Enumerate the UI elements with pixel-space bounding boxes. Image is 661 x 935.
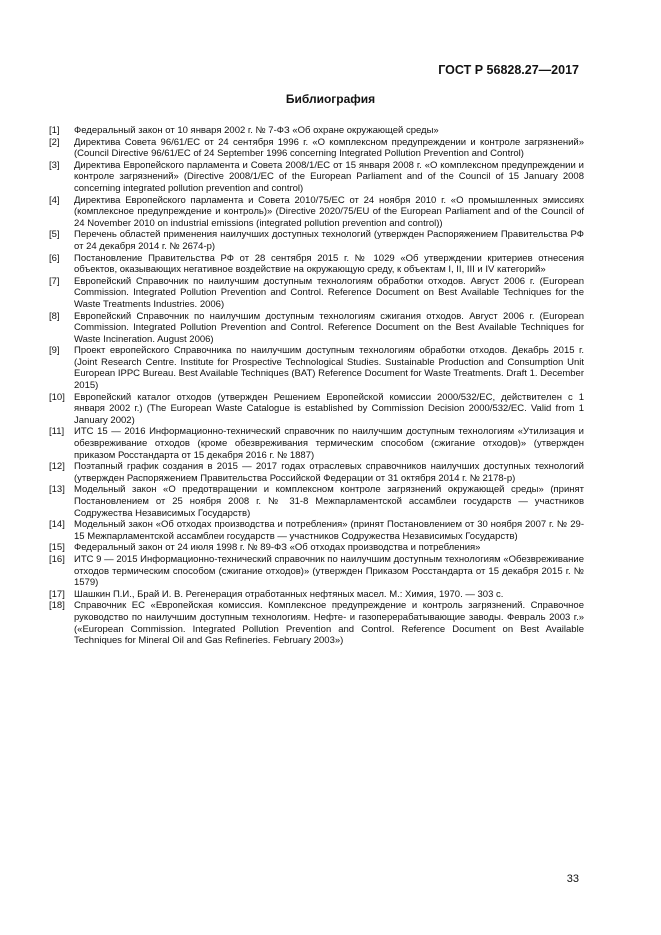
reference-text: Проект европейского Справочника по наилучшим доступным технологиям обработки отходов. Декабрь 2015 г. (Joint Research Centre. Institute for Prospective Technological Studies. Sustainable Production and Consumption Unit European IPPC Bureau. Best Available Techniques (BAT) Reference Document for Waste Treatments. Draft 1. December 2015) — [74, 345, 584, 392]
reference-number: [17] — [49, 588, 65, 600]
reference-item — [49, 276, 584, 311]
reference-text: Директива Совета 96/61/EC от 24 сентября 1996 г. «О комплексном предупреждении и контроле загрязнений» (Council Directive 96/61/EC of 24 September 1996 concerning Integrated Pollution Prevention and Control) — [74, 136, 584, 160]
reference-number: [1] — [49, 125, 60, 136]
reference-item — [49, 195, 584, 230]
reference-number: [8] — [49, 310, 60, 322]
reference-text: Поэтапный график создания в 2015 — 2017 годах отраслевых справочников наилучших доступных технологий (утвержден Распоряжением Правительства Российской Федерации от 31 октября 2014 г. № 2178-р) — [74, 461, 584, 484]
reference-number: [7] — [49, 275, 60, 287]
reference-text: Федеральный закон от 10 января 2002 г. № 7-ФЗ «Об охране окружающей среды» — [74, 125, 439, 136]
reference-text: Федеральный закон от 24 июля 1998 г. № 89-ФЗ «Об отходах производства и потребления» — [74, 542, 481, 554]
reference-number: [10] — [49, 391, 65, 403]
reference-item — [49, 229, 584, 252]
reference-item — [49, 484, 584, 519]
reference-item — [49, 426, 584, 461]
reference-item — [49, 137, 584, 160]
reference-item — [49, 461, 584, 484]
reference-number: [18] — [49, 600, 65, 612]
reference-text: ИТС 15 — 2016 Информационно-технический справочник по наилучшим доступным технологиям «Утилизация и обезвреживание отходов (кроме обезвреживания термическим способом (сжигание отходов)» (утвержден приказом Росстандарта от 15 декабря 2016 г. № 1887) — [74, 426, 584, 461]
reference-item — [49, 392, 584, 427]
reference-text: Европейский Справочник по наилучшим доступным технологиям обработки отходов. Август 2006 г. (European Commission. Integrated Pollution Prevention and Control. Reference Document on Best Available Techniques for the Waste Treatments Industries. 2006) — [74, 275, 584, 310]
reference-number: [16] — [49, 553, 65, 565]
reference-number: [4] — [49, 194, 60, 206]
reference-text: Перечень областей применения наилучших доступных технологий (утвержден Распоряжением Правительства РФ от 24 декабря 2014 г. № 2674-р) — [74, 229, 584, 252]
reference-item — [49, 345, 584, 391]
reference-number: [15] — [49, 542, 65, 554]
reference-text: Справочник ЕС «Европейская комиссия. Комплексное предупреждение и контроль загрязнений. Справочное руководство по наилучшим доступным технологиям. Нефте- и газоперерабатывающие заводы. Февраль 2003 г.» («European Commission. Integrated Pollution Prevention and Control. Reference Document on Best Available Techniques for Mineral Oil and Gas Refineries. February 2003») — [74, 600, 584, 647]
reference-item — [49, 253, 584, 276]
reference-number: [6] — [49, 252, 60, 264]
reference-number: [11] — [49, 426, 65, 438]
reference-item — [49, 519, 584, 542]
reference-number: [14] — [49, 519, 65, 531]
reference-item — [49, 125, 584, 137]
document-code: ГОСТ Р 56828.27—2017 — [438, 63, 579, 77]
reference-text: Директива Европейского парламента и Совета 2010/75/ЕС от 24 ноября 2010 г. «О промышленных эмиссиях (комплексное предупреждение и контроль)» (Directive 2020/75/EU of the European Parliament and of the Council of 24 November 2010 on industrial emissions (integrated pollution prevention and control)) — [74, 194, 584, 229]
reference-text: Директива Европейского парламента и Совета 2008/1/ЕС от 15 января 2008 г. «О комплексном предупреждении и контроле загрязнений» (Directive 2008/1/EC of the European Parliament and of the Council of 15 January 2008 concerning integrated pollution prevention and control) — [74, 159, 584, 194]
reference-list — [49, 125, 584, 647]
reference-item — [49, 554, 584, 589]
reference-text: Модельный закон «О предотвращении и комплексном контроле загрязнений окружающей среды» (принят Постановлением от 25 ноября 2008 г. № 31-8 Межпарламентской ассамблеи государств — участников Содружества Независимых Государств) — [74, 484, 584, 519]
reference-number: [2] — [49, 136, 60, 148]
reference-item — [49, 589, 584, 601]
reference-text: Модельный закон «Об отходах производства и потребления» (принят Постановлением от 30 ноября 2007 г. № 29-15 Межпарламентской ассамблеи государств — участников Содружества Независимых Государств) — [74, 519, 584, 542]
reference-text: ИТС 9 — 2015 Информационно-технический справочник по наилучшим доступным технологиям «Обезвреживание отходов термическим способом (сжигание отходов)» (утвержден Приказом Росстандарта от 15 декабря 2015 г. № 1579) — [74, 553, 584, 589]
bibliography-title: Библиография — [285, 92, 376, 106]
reference-text: Европейский Справочник по наилучшим доступным технологиям сжигания отходов. Август 2006 г. (European Commission. Integrated Pollution Prevention and Control. Reference Document on the Best Available Techniques for Waste Incineration. August 2006) — [74, 310, 584, 345]
reference-text: Постановление Правительства РФ от 28 сентября 2015 г. № 1029 «Об утверждении критериев отнесения объектов, оказывающих негативное воздействие на окружающую среду, к объектам I, II, III и IV категорий» — [74, 252, 584, 276]
reference-item — [49, 160, 584, 195]
reference-number: [3] — [49, 159, 60, 171]
page-number: 33 — [566, 873, 579, 885]
reference-text: Европейский каталог отходов (утвержден Решением Европейской комиссии 2000/532/ЕС, действителен с 1 января 2002 г.) (The European Waste Catalogue is established by Commission Decision 2000/532/EC. Valid from 1 January 2002) — [74, 391, 584, 426]
reference-number: [9] — [49, 345, 60, 357]
reference-item — [49, 542, 584, 554]
reference-item — [49, 600, 584, 646]
reference-number: [13] — [49, 484, 65, 496]
reference-text: Шашкин П.И., Брай И. В. Регенерация отработанных нефтяных масел. М.: Химия, 1970. — 303 с. — [74, 588, 504, 600]
reference-item — [49, 311, 584, 346]
reference-number: [5] — [49, 229, 60, 241]
reference-number: [12] — [49, 461, 65, 473]
